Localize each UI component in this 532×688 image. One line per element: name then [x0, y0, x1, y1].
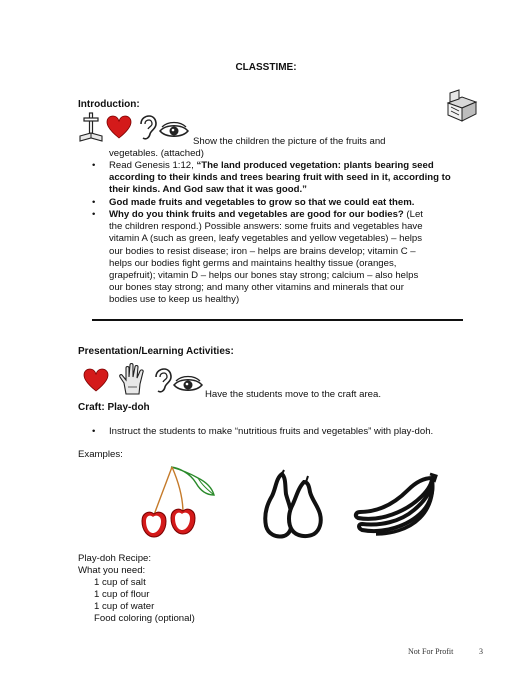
recipe-heading: Play-doh Recipe:: [78, 553, 152, 564]
intro-heading: Introduction:: [78, 99, 140, 110]
answer-line: helps our bodies fight germs and maintains healthy tissue (oranges,: [109, 257, 397, 269]
genesis-quote-1: “The land produced vegetation: plants bearing seed: [196, 160, 434, 171]
genesis-quote-2: according to their kinds and trees bearing fruit with seed in it, according to: [109, 172, 451, 184]
cherries-icon: [134, 463, 222, 541]
recipe-need-label: What you need:: [78, 565, 146, 576]
cross-bible-icon: [79, 112, 103, 144]
intro-lead-line2: vegetables. (attached): [109, 148, 204, 159]
eye-icon: [159, 123, 189, 139]
bullet-dot: •: [92, 209, 96, 220]
craft-instruction: Instruct the students to make “nutritious fruits and vegetables” with play-doh.: [109, 426, 434, 437]
eye-icon: [173, 377, 203, 393]
section-divider: [92, 319, 463, 321]
recipe-item: 1 cup of salt: [94, 577, 146, 588]
bullet-dot: •: [92, 426, 96, 437]
answer-line: vitamin A (such as green, leafy vegetables and yellow vegetables) – helps: [109, 233, 423, 245]
page-number: 3: [479, 647, 483, 656]
heart-icon: [106, 116, 132, 140]
footer-text: Not For Profit: [408, 647, 454, 656]
genesis-quote-3: their kinds. And God saw that it was good.”: [109, 184, 307, 196]
answer-line: grapefruit); vitamin D – helps our bones stay strong; calcium – also helps: [109, 270, 419, 282]
intro-bullet-why: [109, 209, 489, 307]
answer-line: our bodies to resist disease; iron – helps are brains develop; vitamin C –: [109, 245, 416, 257]
recipe-item: 1 cup of water: [94, 601, 155, 612]
examples-label: Examples:: [78, 449, 123, 460]
answer-line: bodies use to keep us healthy): [109, 294, 240, 306]
presentation-heading: Presentation/Learning Activities:: [78, 346, 234, 357]
craft-heading: Craft: Play-doh: [78, 402, 150, 413]
recipe-item: Food coloring (optional): [94, 613, 195, 624]
bullet-dot: •: [92, 160, 96, 171]
intro-bullet-god-made: God made fruits and vegetables to grow so that we could eat them.: [109, 197, 415, 208]
recipe-item: 1 cup of flour: [94, 589, 150, 600]
answer-line: the children respond.) Possible answers: some fruits and vegetables have: [109, 221, 423, 233]
pears-icon: [262, 470, 324, 540]
answer-line: our bones stay strong; and many other vitamins and minerals that our: [109, 282, 404, 294]
genesis-reference: Read Genesis 1:12,: [109, 160, 197, 171]
intro-lead-line1: Show the children the picture of the fruits and: [193, 136, 386, 147]
why-question: Why do you think fruits and vegetables are good for our bodies?: [109, 209, 404, 220]
heart-icon: [83, 369, 109, 393]
page-title: CLASSTIME:: [235, 62, 297, 73]
intro-bullet-genesis: [109, 160, 489, 197]
presentation-lead: Have the students move to the craft area.: [205, 389, 381, 400]
bullet-dot: •: [92, 197, 96, 208]
bananas-icon: [350, 472, 438, 536]
why-question-rest: (Let: [403, 209, 423, 220]
ear-icon: [137, 115, 157, 141]
ear-icon: [152, 368, 172, 394]
hand-icon: [117, 363, 147, 395]
desk-icon: [445, 93, 479, 123]
